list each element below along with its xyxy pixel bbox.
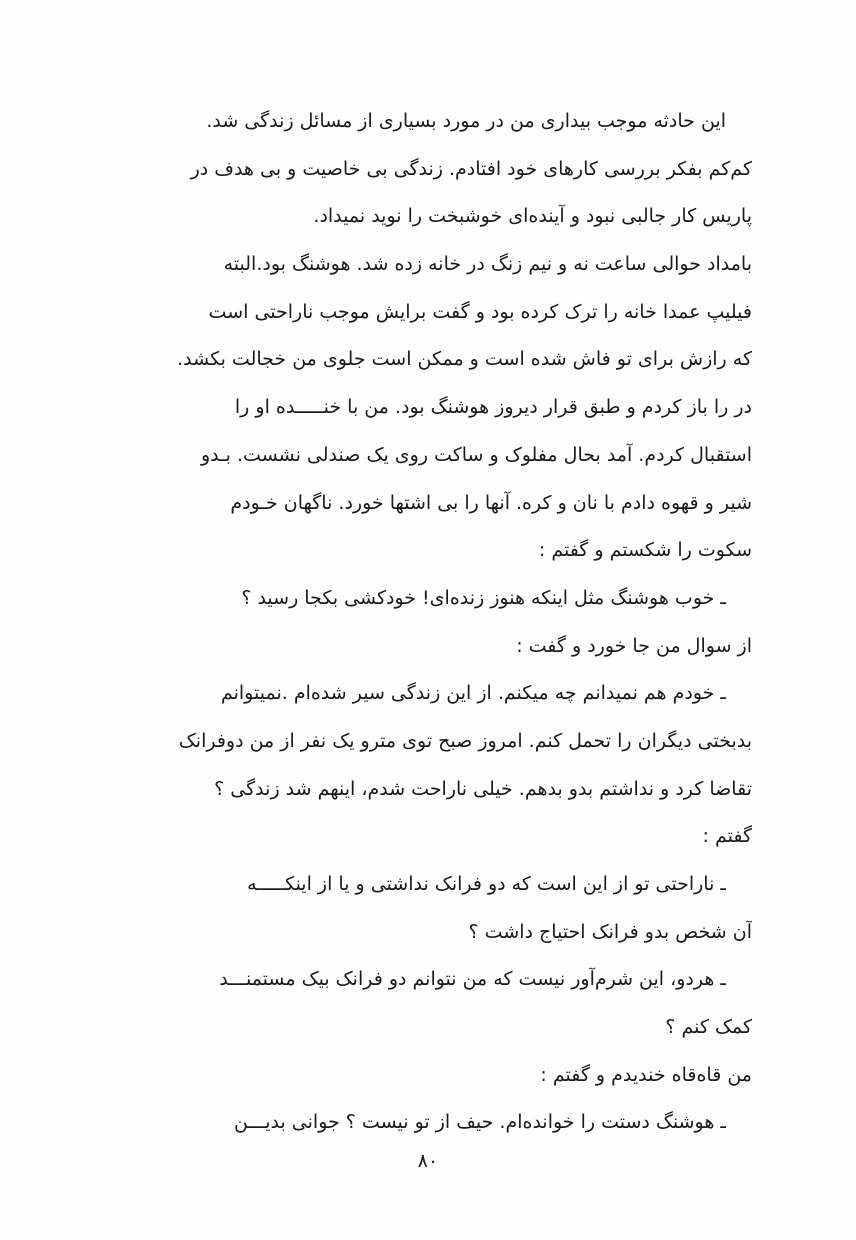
body-text (104, 98, 752, 1147)
page-number: ۸۰ (417, 1150, 439, 1172)
text-line: پاریس کار جالبی نبود و آینده‌ای خوشبخت را نوید نمیداد. (313, 205, 752, 228)
text-line: ـ خودم هم نمیدانم چه میکنم. از این زندگی سیر شده‌ام .نمیتوانم (220, 682, 726, 705)
text-line: آن شخص بدو فرانک احتیاج داشت ؟ (468, 920, 752, 943)
text-line: گفتم : (702, 825, 752, 848)
text-line: در را باز کردم و طبق قرار دیروز هوشنگ بود. من با خنـــــده او را (234, 396, 752, 419)
text-line: ـ هوشنگ دستت را خوانده‌ام. حیف از تو نیست ؟ جوانی بدیـــن (234, 1111, 726, 1134)
text-line: این حادثه موجب بیداری من در مورد بسیاری از مسائل زندگی شد. (206, 110, 726, 132)
text-line: از سوال من جا خورد و گفت : (516, 634, 752, 657)
text-line: ـ هردو، این شرم‌آور نیست که من نتوانم دو فرانک بیک مستمنـــد (219, 968, 726, 991)
text-line: سکوت را شکستم و گفتم : (538, 539, 752, 562)
text-line: ـ ناراحتی تو از این است که دو فرانک نداشتی و یا از اینکـــــه (247, 873, 726, 895)
text-line: که رازش برای تو فاش شده است و ممکن است جلوی من خجالت بکشد. (177, 348, 752, 371)
text-line: شیر و قهوه دادم با نان و کره. آنها را بی اشتها خورد. ناگهان خـودم (230, 491, 752, 514)
text-line: بدبختی دیگران را تحمل کنم. امروز صبح توی مترو یک نفر از من دوفرانک (178, 729, 752, 752)
text-line: تقاضا کرد و نداشتم بدو بدهم. خیلی ناراحت شدم، اینهم شد زندگی ؟ (214, 777, 752, 800)
text-line: من قاه‌قاه خندیدم و گفتم : (540, 1063, 752, 1086)
text-line: فیلیپ عمدا خانه را ترک کرده بود و گفت برایش موجب ناراحتی است (208, 300, 752, 323)
text-line: کمک کنم ؟ (665, 1016, 752, 1039)
text-line: کم‌کم بفکر بررسی کارهای خود افتادم. زندگی بی خاصیت و بی هدف در (190, 157, 752, 180)
text-line: بامداد حوالی ساعت نه و نیم زنگ در خانه زده شد. هوشنگ بود.البته (223, 253, 752, 276)
text-line: ـ خوب هوشنگ مثل اینکه هنوز زنده‌ای! خودکشی بکجا رسید ؟ (241, 586, 726, 609)
text-line: استقبال کردم. آمد بحال مفلوک و ساکت روی یک صندلی نشست. بـدو (200, 443, 752, 466)
